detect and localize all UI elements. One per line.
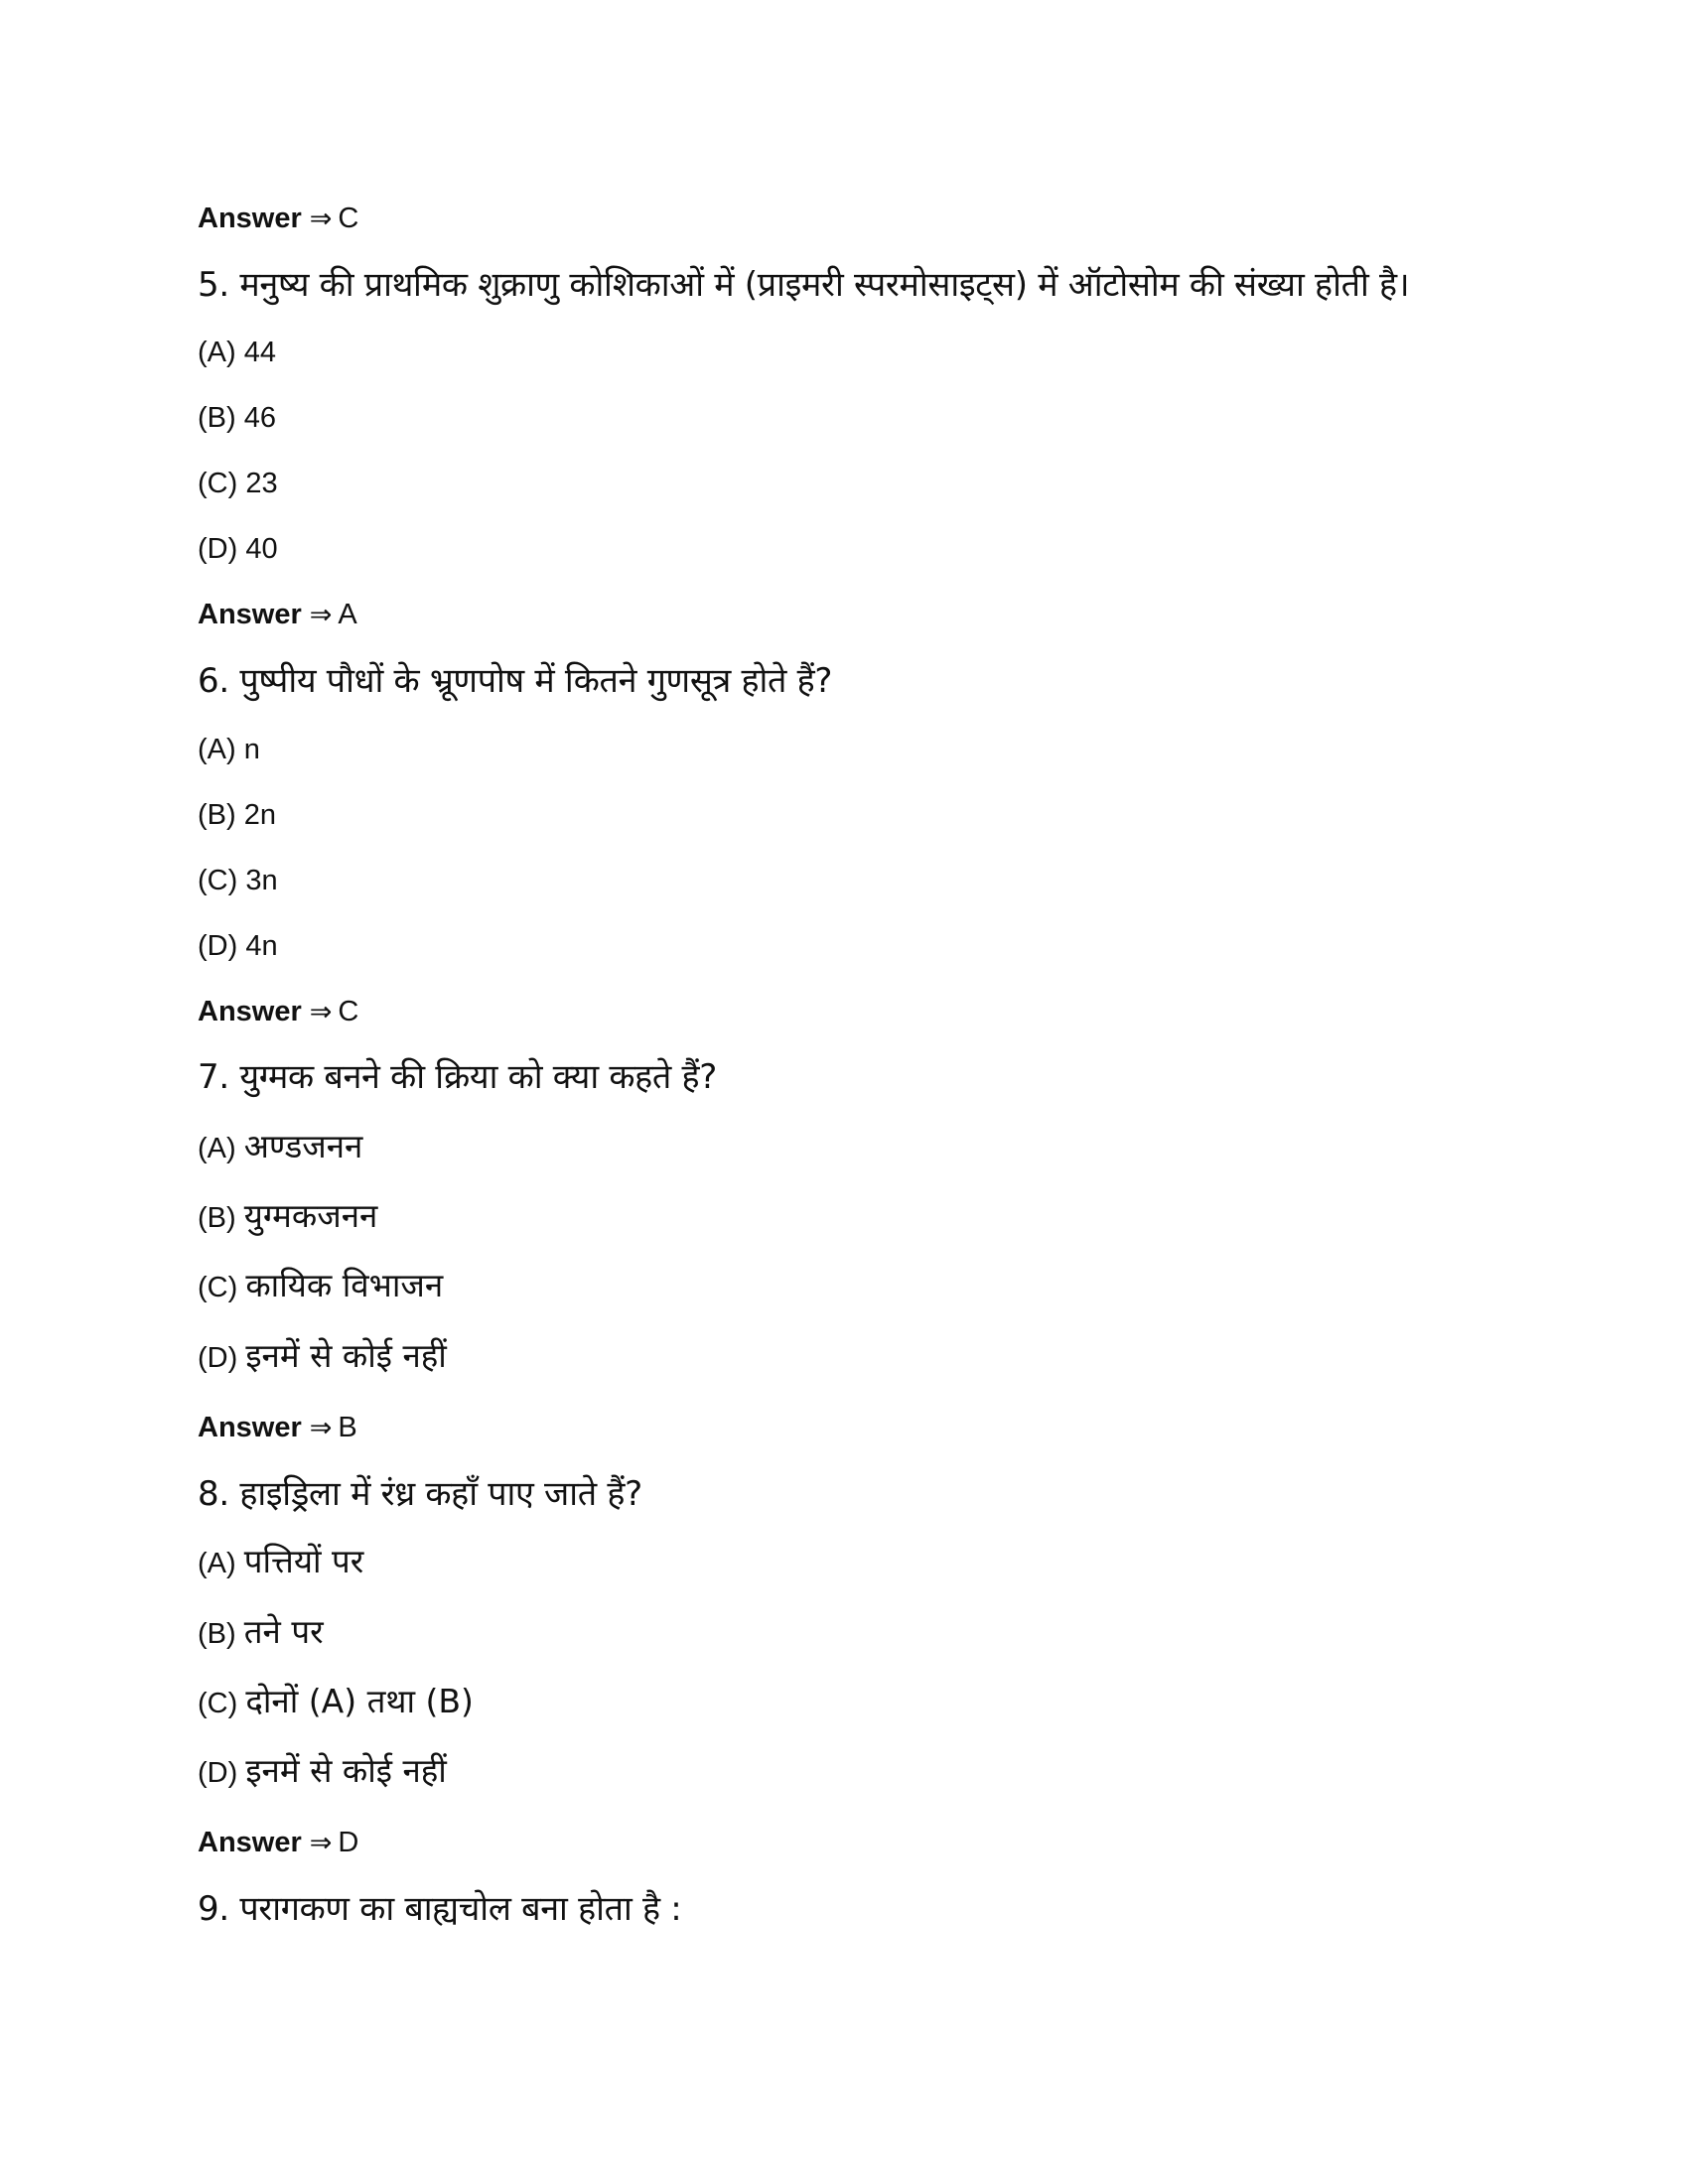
implies-arrow: ⇒	[309, 997, 333, 1027]
option-text: (C) 3n	[198, 865, 278, 896]
option-prefix: (B)	[198, 1618, 244, 1650]
option-prefix: (C)	[198, 1272, 246, 1303]
option-text: पत्तियों पर	[243, 1542, 364, 1580]
option-text: इनमें से कोई नहीं	[245, 1751, 447, 1790]
answer-label: Answer	[198, 1412, 302, 1443]
option-line	[198, 1542, 364, 1580]
option-text: (A) n	[198, 734, 260, 765]
option-line	[198, 1196, 378, 1235]
option-text: इनमें से कोई नहीं	[245, 1336, 447, 1375]
option-line	[198, 1682, 474, 1720]
answer-label: Answer	[198, 203, 302, 234]
option-text: तने पर	[243, 1612, 324, 1651]
option-text: (B) 2n	[198, 799, 276, 831]
answer-value: C	[338, 996, 359, 1027]
option-prefix: (B)	[198, 1202, 244, 1234]
option-text: (A) 44	[198, 337, 276, 368]
answer-value: D	[338, 1827, 359, 1858]
option-text: (D) 40	[198, 533, 278, 565]
option-text: अण्डजनन	[243, 1127, 363, 1165]
question-text: 9. परागकण का बाह्यचोल बना होता है :	[198, 1889, 682, 1929]
option-line	[198, 1612, 324, 1651]
option-line	[198, 1127, 363, 1165]
option-text: (D) 4n	[198, 930, 278, 962]
implies-arrow: ⇒	[309, 600, 333, 630]
answer-line	[198, 601, 357, 629]
implies-arrow: ⇒	[309, 204, 333, 234]
answer-label: Answer	[198, 599, 302, 630]
answer-line	[198, 998, 358, 1026]
question-text: 6. पुष्पीय पौधों के भ्रूणपोष में कितने गुणसूत्र होते हैं?	[198, 661, 833, 701]
option-prefix: (D)	[198, 1342, 246, 1374]
question-text: 7. युग्मक बनने की क्रिया को क्या कहते हैं?	[198, 1057, 718, 1097]
answer-value: A	[338, 599, 357, 630]
answer-line	[198, 1414, 357, 1442]
answer-label: Answer	[198, 1827, 302, 1858]
question-text: 8. हाइड्रिला में रंध्र कहाँ पाए जाते हैं?	[198, 1474, 642, 1514]
question-text: 5. मनुष्य की प्राथमिक शुक्राणु कोशिकाओं में (प्राइमरी स्परमोसाइट्स) में ऑटोसोम की संख्या होती है।	[198, 265, 1410, 305]
option-prefix: (A)	[198, 1133, 244, 1164]
option-text: कायिक विभाजन	[245, 1266, 444, 1304]
implies-arrow: ⇒	[309, 1413, 333, 1443]
option-prefix: (D)	[198, 1757, 246, 1789]
option-text: युग्मकजनन	[243, 1196, 378, 1235]
answer-label: Answer	[198, 996, 302, 1027]
option-line	[198, 1266, 444, 1304]
answer-line	[198, 205, 358, 233]
answer-value: C	[338, 203, 359, 234]
option-prefix: (A)	[198, 1548, 244, 1579]
implies-arrow: ⇒	[309, 1828, 333, 1858]
option-line	[198, 1751, 447, 1790]
option-text: (B) 46	[198, 402, 276, 434]
option-text: दोनों (A) तथा (B)	[245, 1682, 474, 1720]
answer-line	[198, 1829, 358, 1857]
option-text: (C) 23	[198, 468, 278, 499]
option-prefix: (C)	[198, 1688, 246, 1719]
answer-value: B	[338, 1412, 357, 1443]
option-line	[198, 1336, 447, 1375]
